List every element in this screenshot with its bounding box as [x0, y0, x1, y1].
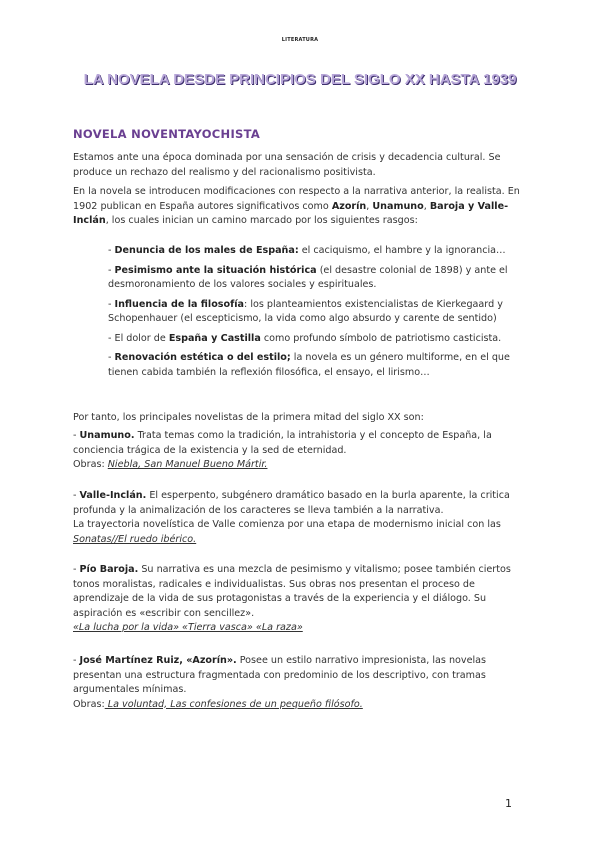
section-title: NOVELA NOVENTAYOCHISTA — [73, 127, 261, 141]
author-description: Trata temas como la tradición, la intrahistoria y el concepto de España, la conciencia trágica de la existencia y la sed de eternidad. — [73, 430, 492, 456]
works-list: Sonatas//El ruedo ibérico. — [73, 533, 197, 545]
works-list: «La lucha por la vida» «Tierra vasca» «La raza» — [73, 622, 303, 633]
author-name: Valle-Inclán. — [79, 490, 147, 501]
list-item: - Pesimismo ante la situación histórica (el desastre colonial de 1898) y ante el desmoronamiento de los valores sociales y espirituales. — [108, 264, 508, 290]
author-baroja-block: - Pío Baroja. Su narrativa es una mezcla de pesimismo y vitalismo; posee también ciertos tonos moralistas, radicales e individualistas. Sus obras nos presentan el proceso de aprendizaje de la vida de sus protagonistas a través de la experiencia y el diálogo. Su aspiración es «escribir con sencillez». «La lucha por la vida» «Tierra vasca» «La raza» — [73, 564, 511, 633]
author-unamuno-block: - Unamuno. Trata temas como la tradición, la intrahistoria y el concepto de España, la conciencia trágica de la existencia y la sed de eternidad. Obras: Niebla, San Manuel Bueno Mártir. — [73, 430, 492, 470]
intro-text-end: , los cuales inician un camino marcado por los siguientes rasgos: — [105, 215, 418, 226]
list-item: - El dolor de España y Castilla como profundo símbolo de patriotismo casticista. — [108, 332, 502, 344]
page-number: 1 — [505, 797, 512, 810]
page-header: LITERATURA — [281, 37, 319, 43]
summary-paragraph: Por tanto, los principales novelistas de la primera mitad del siglo XX son: — [73, 412, 424, 423]
list-item: - Denuncia de los males de España: el caciquismo, el hambre y la ignorancia… — [108, 245, 506, 256]
bullet-text: (el desastre colonial de 1898) y ante el desmoronamiento de los valores sociales y espirituales. — [108, 264, 508, 290]
bullet-heading: Influencia de la filosofía — [114, 298, 245, 310]
bullet-heading: Denuncia de los males de España: — [114, 245, 299, 256]
list-item: - Renovación estética o del estilo; la novela es un género multiforme, en el que tienen cabida también la reflexión filosófica, el ensayo, el lirismo… — [108, 352, 510, 378]
list-item: - Influencia de la filosofía: los planteamientos existencialistas de Kierkegaard y Schopenhauer (el escepticismo, la vida como algo absurdo y carente de sentido) — [108, 298, 503, 324]
separator: , — [423, 200, 430, 212]
author-name: Pío Baroja. — [79, 564, 139, 575]
works-list: Niebla, San Manuel Bueno Mártir. — [107, 459, 268, 470]
bullet-text: como profundo símbolo de patriotismo casticista. — [260, 332, 502, 344]
author-name: José Martínez Ruiz, «Azorín». — [79, 655, 237, 666]
author-extra: La trayectoria novelística de Valle comienza por una etapa de modernismo inicial con las — [73, 519, 501, 530]
bullet-heading: Renovación estética o del estilo; — [114, 352, 291, 363]
works-label: Obras: — [73, 459, 108, 470]
author-description: Su narrativa es una mezcla de pesimismo y vitalismo; posee también ciertos tonos moralistas, radicales e individualistas. Sus obras nos presentan el proceso de aprendizaje de la vida de sus protagonistas a través de la experiencia y el diálogo. Su aspiración es «escribir con sencillez». — [73, 564, 511, 619]
author-name: Unamuno. — [79, 430, 135, 441]
works-label: Obras: — [73, 698, 105, 710]
author-description: Posee un estilo narrativo impresionista, las novelas presentan una estructura fragmentada con predominio de los descriptivo, con tramas argumentales mínimas. — [73, 655, 487, 695]
author-description: El esperpento, subgénero dramático basado en la burla aparente, la critica profunda y la animalización de los caracteres se lleva también a la narrativa. — [73, 490, 510, 516]
bullet-prefix: El dolor de — [114, 332, 169, 344]
separator: , — [366, 200, 373, 212]
intro-text: En la novela se introducen modificaciones con respecto a la narrativa anterior, la realista. En 1902 publican en España autores significativos como — [73, 186, 520, 212]
bullet-text: : los planteamientos existencialistas de Kierkegaard y Schopenhauer (el escepticismo, la vida como algo absurdo y carente de sentido) — [108, 298, 503, 324]
author-azorin: Azorín — [331, 200, 367, 212]
author-unamuno: Unamuno — [372, 200, 424, 212]
author-baroja-valle: Baroja y Valle-Inclán — [73, 200, 509, 226]
bullet-heading: Pesimismo ante la situación histórica — [114, 264, 317, 276]
bullet-heading: España y Castilla — [168, 332, 261, 344]
works-list: La voluntad, Las confesiones de un pequeño filósofo. — [104, 698, 363, 710]
intro-paragraph-1: Estamos ante una época dominada por una sensación de crisis y decadencia cultural. Se produce un rechazo del realismo y del racionalismo positivista. — [73, 152, 501, 178]
page-title: LA NOVELA DESDE PRINCIPIOS DEL SIGLO XX HASTA 1939 — [83, 71, 517, 88]
bullet-text: el caciquismo, el hambre y la ignorancia… — [298, 245, 506, 256]
author-azorin-block: - José Martínez Ruiz, «Azorín». Posee un estilo narrativo impresionista, las novelas presentan una estructura fragmentada con predominio de los descriptivo, con tramas argumentales mínimas. Obras: La voluntad, Las confesiones de un pequeño filósofo. — [73, 655, 487, 710]
bullet-text: la novela es un género multiforme, en el que tienen cabida también la reflexión filosófica, el ensayo, el lirismo… — [108, 352, 510, 378]
features-list — [108, 244, 528, 385]
intro-paragraph-2 — [73, 185, 533, 229]
author-valle-block: - Valle-Inclán. El esperpento, subgénero dramático basado en la burla aparente, la critica profunda y la animalización de los caracteres se lleva también a la narrativa. La trayectoria novelística de Valle comienza por una etapa de modernismo inicial con las Sonatas//El ruedo ibérico. — [73, 490, 510, 545]
